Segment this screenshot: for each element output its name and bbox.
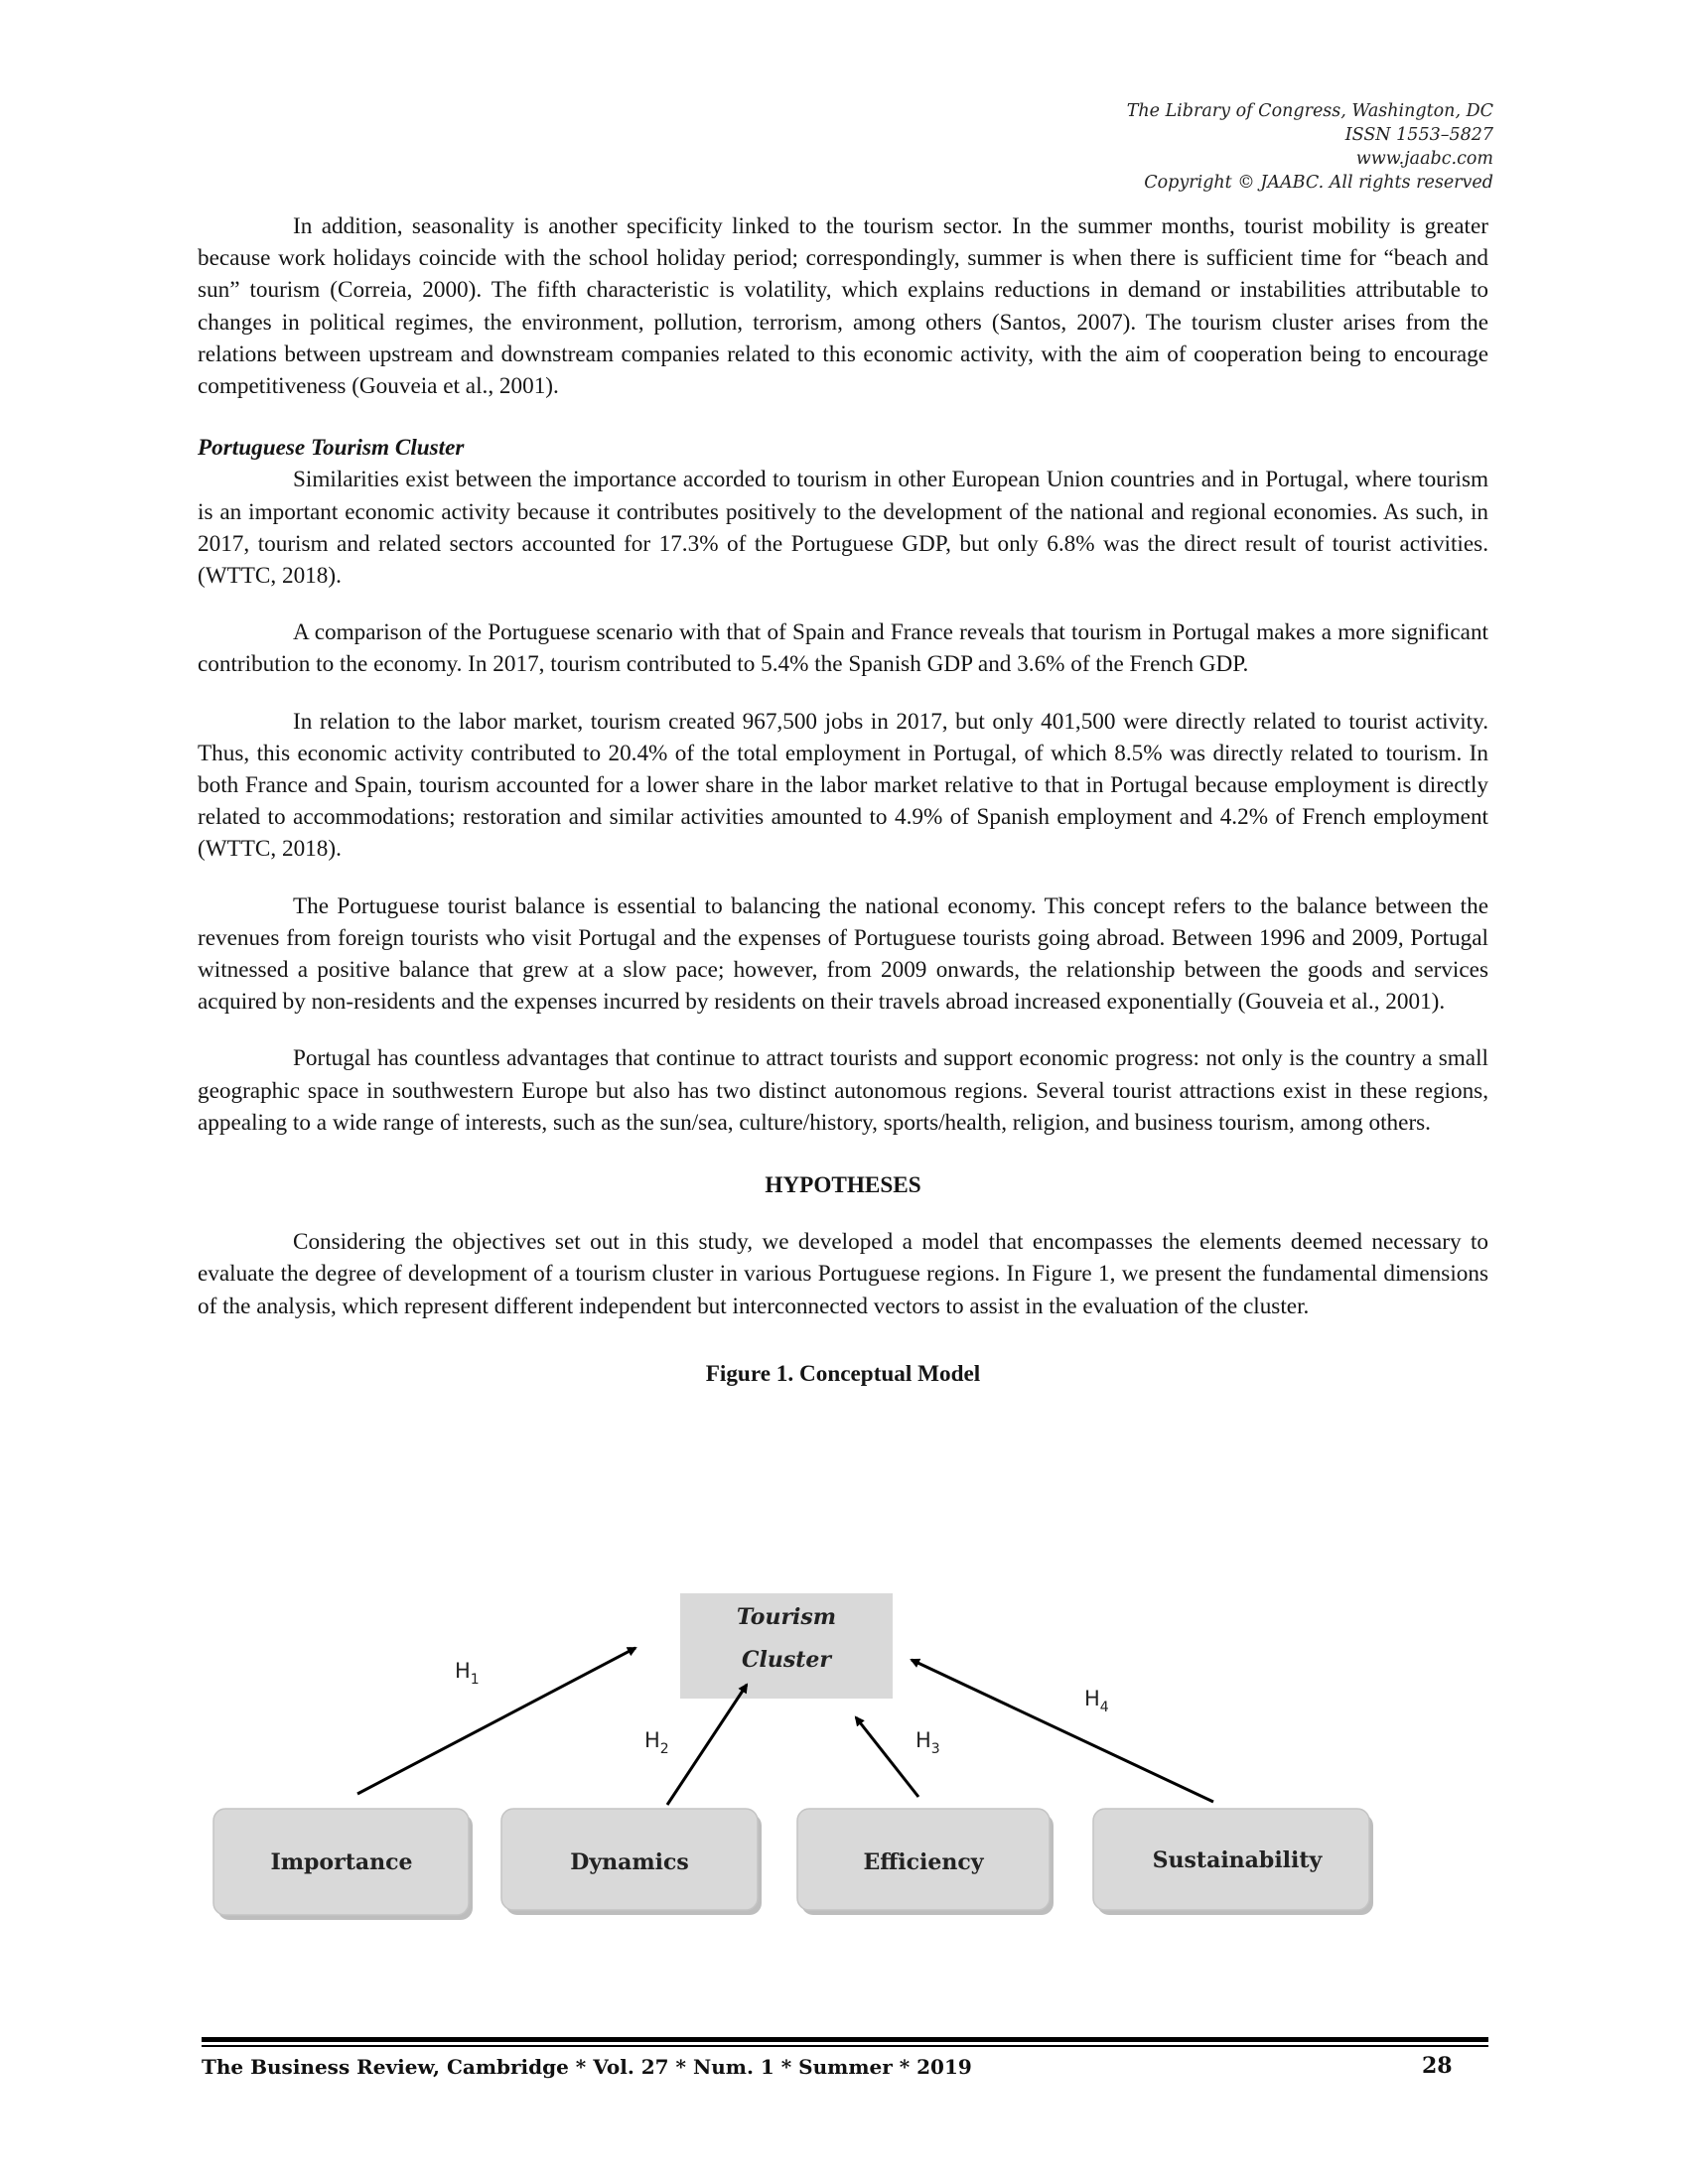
header-line-copyright: Copyright © JAABC. All rights reserved <box>1144 173 1493 193</box>
hypothesis-label-h4: $H_4$ <box>1084 1687 1109 1715</box>
section-title-hypotheses: HYPOTHESES <box>765 1172 921 1199</box>
header-line-library: The Library of Congress, Washington, DC <box>1126 101 1493 121</box>
tourism-cluster-label-line1: Tourism <box>736 1604 837 1630</box>
footer-journal-citation: The Business Review, Cambridge * Vol. 27 * Num. 1 * Summer * 2019 <box>202 2055 972 2079</box>
paragraph-tourist-balance: The Portuguese tourist balance is essential to balancing the national economy. This concept refers to the balance between the revenues from foreign tourists who visit Portugal and the expenses of Portuguese tourists going abroad. Between 1996 and 2009, Portugal witnessed a positive balance that grew at a slow pace; however, from 2009 onwards, the relationship between the goods and services acquired by non-residents and the expenses incurred by residents on their travels abroad increased exponentially (Gouveia et al., 2001). <box>198 892 1488 1016</box>
paragraph-advantages: Portugal has countless advantages that continue to attract tourists and support economic progress: not only is the country a small geographic space in southwestern Europe but also has two distinct autonomous regions. Several tourist attractions exist in these regions, appealing to a wide range of interests, such as the sun/sea, culture/history, sports/health, religion, and business tourism, among others. <box>198 1045 1488 1136</box>
footer-rule-thin <box>202 2045 1488 2047</box>
arrow-h3 <box>856 1717 918 1797</box>
arrow-h1 <box>357 1648 635 1794</box>
paragraph-objectives: Considering the objectives set out in this study, we developed a model that encompasses the elements deemed necessary to evaluate the degree of development of a tourism cluster in various Portuguese regions. In Figure 1, we present the fundamental dimensions of the analysis, which represent different independent but interconnected vectors to assist in the evaluation of the cluster. <box>198 1229 1488 1319</box>
efficiency-label: Efficiency <box>863 1849 984 1875</box>
tourism-cluster-label-line2: Cluster <box>742 1647 831 1673</box>
paragraph-comparison: A comparison of the Portuguese scenario with that of Spain and France reveals that tourism in Portugal makes a more significant contribution to the economy. In 2017, tourism contributed to 5.4% the Spanish GDP and 3.6% of the French GDP. <box>198 619 1488 678</box>
importance-label: Importance <box>270 1849 413 1875</box>
hypothesis-label-h3: $H_3$ <box>915 1728 940 1757</box>
footer-rule-thick <box>202 2037 1488 2042</box>
paragraph-seasonality: In addition, seasonality is another specificity linked to the tourism sector. In the summer months, tourist mobility is greater because work holidays coincide with the school holiday period; correspondingly, summer is when there is sufficient time for “beach and sun” tourism (Correia, 2000). The fifth characteristic is volatility, which explains reductions in demand or instabilities attributable to changes in political regimes, the environment, pollution, terrorism, among others (Santos, 2007). The tourism cluster arises from the relations between upstream and downstream companies related to this economic activity, with the aim of cooperation being to encourage competitiveness (Gouveia et al., 2001). <box>198 213 1488 400</box>
header-line-issn: ISSN 1553–5827 <box>1344 125 1493 145</box>
paragraph-similarities: Similarities exist between the importance accorded to tourism in other European Union countries and in Portugal, where tourism is an important economic activity because it contributes positively to the development of the national and regional economies. As such, in 2017, tourism and related sectors accounted for 17.3% of the Portuguese GDP, but only 6.8% was the direct result of tourist activities. (WTTC, 2018). <box>198 467 1488 590</box>
paragraph-labor-market: In relation to the labor market, tourism created 967,500 jobs in 2017, but only 401,500 were directly related to tourist activity. Thus, this economic activity contributed to 20.4% of the total employment in Portugal, of which 8.5% was directly related to tourism. In both France and Spain, tourism accounted for a lower share in the labor market relative to that in Portugal because employment is directly related to accommodations; restoration and similar activities amounted to 4.9% of Spanish employment and 4.2% of French employment (WTTC, 2018). <box>198 708 1488 863</box>
figure-caption: Figure 1. Conceptual Model <box>705 1360 981 1387</box>
arrow-h2 <box>667 1685 747 1805</box>
sustainability-label: Sustainability <box>1152 1847 1323 1873</box>
subheading-portuguese-tourism-cluster: Portuguese Tourism Cluster <box>198 435 465 462</box>
hypothesis-label-h2: $H_2$ <box>644 1728 669 1757</box>
arrow-h4 <box>912 1660 1213 1802</box>
page-number: 28 <box>1422 2053 1453 2079</box>
dynamics-label: Dynamics <box>570 1849 689 1875</box>
hypothesis-label-h1: $H_1$ <box>455 1659 480 1688</box>
header-line-website: www.jaabc.com <box>1355 149 1493 169</box>
